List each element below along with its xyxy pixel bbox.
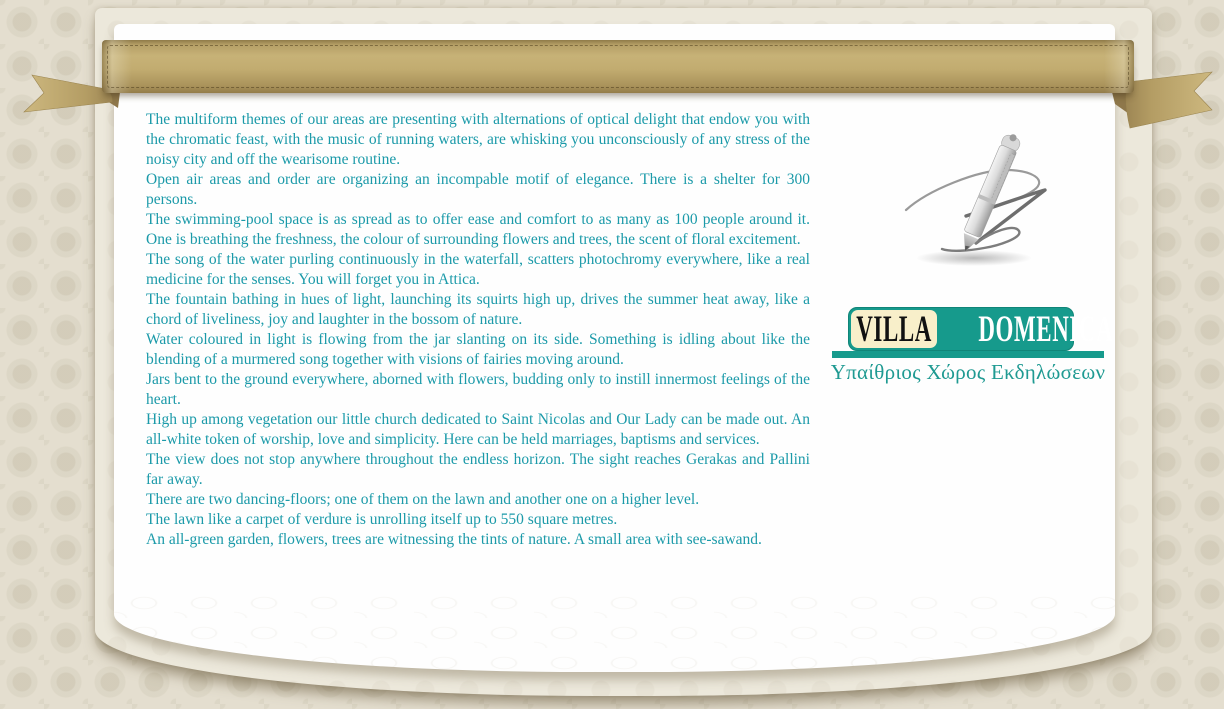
villa-domenica-logo [848,307,1114,351]
logo-villa-text: VILLA [856,308,932,350]
paragraph: The lawn like a carpet of verdure is unrolling itself up to 550 square metres. [146,511,618,528]
logo-underline [832,351,1104,358]
description-text [146,110,810,672]
logo-domenica-text: DOMENICA [978,308,1114,350]
paragraph: The multiform themes of our areas are presenting with alternations of optical delight that endow you with the chromatic feast, with the music of running waters, are whisking you unconsciously of any stress of the noisy city and off the wearisome routine. [146,111,810,168]
paragraph: The swimming-pool space is as spread as to offer ease and comfort to as many as 100 people around it. One is breathing the freshness, the colour of surrounding flowers and trees, the scent of floral excitement. [146,211,810,248]
paragraph: Jars bent to the ground everywhere, aborned with flowers, budding only to instill innermost feelings of the heart. [146,371,810,408]
paragraph: An all-green garden, flowers, trees are witnessing the tints of nature. A small area with see-sawand. [146,531,762,548]
ribbon-banner [102,40,1134,93]
ribbon-stitching [107,45,1129,88]
domenica-wrap [937,308,1115,350]
paragraph: High up among vegetation our little church dedicated to Saint Nicolas and Our Lady can be made out. An all-white token of worship, love and simplicity. Here can be held marriages, baptisms and services. [146,411,810,448]
paragraph: The song of the water purling continuously in the waterfall, scatters photochromy everywhere, like a real medicine for the senses. You will forget you in Attica. [146,251,810,288]
paragraph: The fountain bathing in hues of light, launching its squirts high up, drives the summer heat away, like a chord of liveliness, joy and laughter in the bossom of nature. [146,291,810,328]
content-card [114,24,1115,672]
paragraph: Open air areas and order are organizing an incompable motif of elegance. There is a shelter for 300 persons. [146,171,810,208]
villa-chip [851,310,937,348]
paragraph: There are two dancing-floors; one of them on the lawn and another one on a higher level. [146,491,700,508]
paragraph: The view does not stop anywhere throughout the endless horizon. The sight reaches Gerakas and Pallini far away. [146,451,810,488]
logo-subtitle-greek: Υπαίθριος Χώρος Εκδηλώσεων [830,360,1106,384]
paragraph: Water coloured in light is flowing from the jar slanting on its side. Something is idling about like the blending of a murmered song together with visions of fairies moving around. [146,331,810,368]
right-column [810,110,1115,672]
pen-signature-icon [896,124,1058,270]
